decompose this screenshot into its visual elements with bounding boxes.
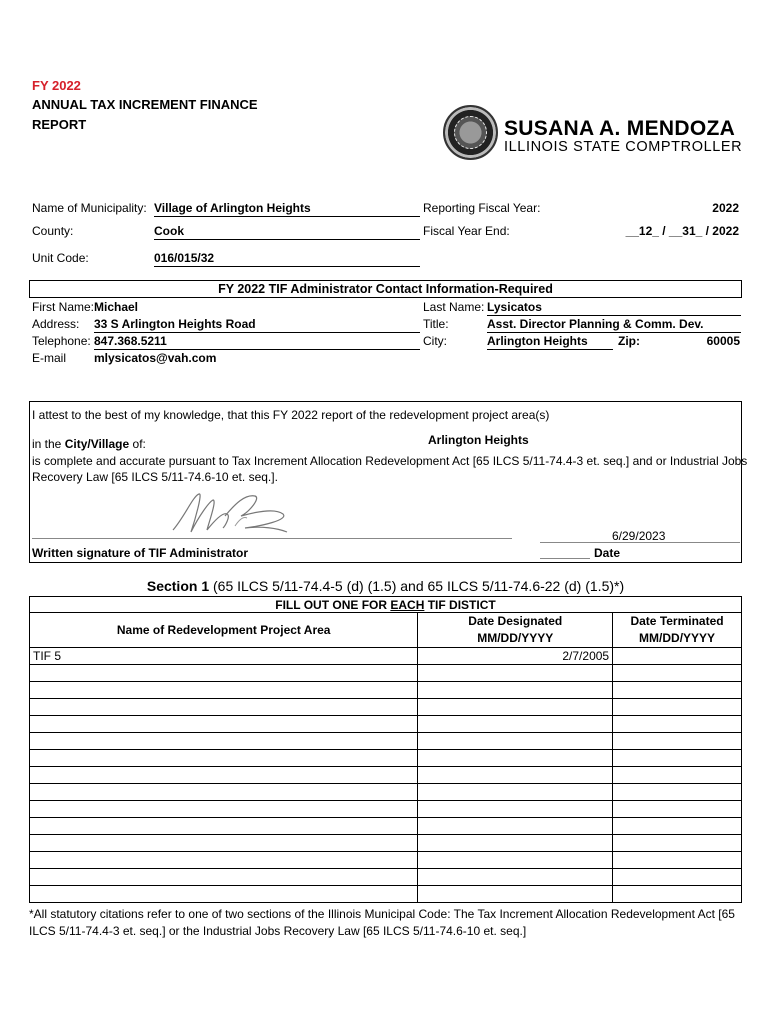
first-name-value[interactable]: Michael bbox=[94, 300, 139, 314]
row-designated-cell[interactable] bbox=[418, 750, 613, 767]
row-designated-cell[interactable] bbox=[418, 716, 613, 733]
row-terminated-cell[interactable] bbox=[613, 648, 742, 665]
row-designated-cell[interactable] bbox=[418, 767, 613, 784]
row-name-cell[interactable] bbox=[30, 852, 418, 869]
col-header-name: Name of Redevelopment Project Area bbox=[30, 613, 418, 648]
attest-city-value[interactable]: Arlington Heights bbox=[428, 433, 529, 447]
telephone-value[interactable]: 847.368.5211 bbox=[94, 334, 420, 350]
city-label: City: bbox=[423, 334, 447, 348]
row-terminated-cell[interactable] bbox=[613, 665, 742, 682]
row-terminated-cell[interactable] bbox=[613, 818, 742, 835]
row-terminated-cell[interactable] bbox=[613, 682, 742, 699]
row-designated-cell[interactable] bbox=[418, 699, 613, 716]
report-title-line1: ANNUAL TAX INCREMENT FINANCE bbox=[32, 97, 258, 112]
row-name-cell[interactable] bbox=[30, 767, 418, 784]
fiscal-year-title: FY 2022 bbox=[32, 78, 81, 93]
table-row bbox=[30, 716, 742, 733]
row-name-cell[interactable] bbox=[30, 665, 418, 682]
address-label: Address: bbox=[32, 317, 80, 331]
row-name-cell[interactable] bbox=[30, 716, 418, 733]
table-row bbox=[30, 818, 742, 835]
table-row bbox=[30, 665, 742, 682]
row-terminated-cell[interactable] bbox=[613, 869, 742, 886]
row-terminated-cell[interactable] bbox=[613, 716, 742, 733]
row-name-cell[interactable] bbox=[30, 682, 418, 699]
row-designated-cell[interactable] bbox=[418, 835, 613, 852]
row-name-cell[interactable] bbox=[30, 733, 418, 750]
section1-title: Section 1 (65 ILCS 5/11-74.4-5 (d) (1.5) and 65 ILCS 5/11-74.6-22 (d) (1.5)*) bbox=[146, 578, 625, 594]
signature-label: Written signature of TIF Administrator bbox=[32, 546, 249, 560]
fill-out-instruction: FILL OUT ONE FOR EACH TIF DISTICT bbox=[29, 596, 742, 612]
fiscal-year-value[interactable]: 2022 bbox=[712, 201, 739, 215]
fiscal-year-end-label: Fiscal Year End: bbox=[423, 224, 510, 238]
row-designated-cell[interactable]: 2/7/2005 bbox=[418, 648, 613, 665]
col-header-designated: Date Designated MM/DD/YYYY bbox=[418, 613, 613, 648]
signature-line bbox=[32, 538, 512, 539]
row-name-cell[interactable] bbox=[30, 869, 418, 886]
row-name-cell[interactable] bbox=[30, 699, 418, 716]
row-designated-cell[interactable] bbox=[418, 665, 613, 682]
title-label: Title: bbox=[423, 317, 449, 331]
county-label: County: bbox=[32, 224, 74, 238]
last-name-value[interactable]: Lysicatos bbox=[487, 300, 741, 316]
comptroller-name: SUSANA A. MENDOZA bbox=[504, 117, 736, 140]
row-terminated-cell[interactable] bbox=[613, 767, 742, 784]
fiscal-year-label: Reporting Fiscal Year: bbox=[423, 201, 541, 215]
municipality-label: Name of Municipality: bbox=[32, 201, 147, 215]
table-row bbox=[30, 699, 742, 716]
attest-line2: in the City/Village of: bbox=[32, 437, 146, 451]
row-terminated-cell[interactable] bbox=[613, 750, 742, 767]
row-designated-cell[interactable] bbox=[418, 886, 613, 903]
unit-code-value[interactable]: 016/015/32 bbox=[154, 251, 420, 267]
unit-code-label: Unit Code: bbox=[32, 251, 89, 265]
table-row bbox=[30, 682, 742, 699]
zip-label: Zip: bbox=[618, 334, 640, 348]
state-seal-logo bbox=[443, 105, 498, 160]
table-row bbox=[30, 835, 742, 852]
row-designated-cell[interactable] bbox=[418, 818, 613, 835]
row-designated-cell[interactable] bbox=[418, 801, 613, 818]
table-row bbox=[30, 767, 742, 784]
row-name-cell[interactable]: TIF 5 bbox=[30, 648, 418, 665]
municipality-value[interactable]: Village of Arlington Heights bbox=[154, 201, 420, 217]
email-label: E-mail bbox=[32, 351, 67, 365]
table-row bbox=[30, 733, 742, 750]
row-name-cell[interactable] bbox=[30, 784, 418, 801]
table-row bbox=[30, 784, 742, 801]
tif-district-table bbox=[29, 612, 742, 903]
row-designated-cell[interactable] bbox=[418, 784, 613, 801]
row-designated-cell[interactable] bbox=[418, 852, 613, 869]
row-terminated-cell[interactable] bbox=[613, 733, 742, 750]
date-label-line bbox=[540, 546, 590, 559]
address-value[interactable]: 33 S Arlington Heights Road bbox=[94, 317, 420, 333]
attest-line3: is complete and accurate pursuant to Tax Increment Allocation Redevelopment Act [65 ILCS 5/11-74.4-3 et. seq.] and or Industrial Jobs bbox=[32, 454, 748, 468]
row-designated-cell[interactable] bbox=[418, 733, 613, 750]
table-row bbox=[30, 801, 742, 818]
county-value[interactable]: Cook bbox=[154, 224, 420, 240]
date-value[interactable]: 6/29/2023 bbox=[612, 529, 666, 543]
attest-line1: I attest to the best of my knowledge, that this FY 2022 report of the redevelopment project area(s) bbox=[32, 408, 550, 422]
city-value[interactable]: Arlington Heights bbox=[487, 334, 613, 350]
table-row bbox=[30, 869, 742, 886]
date-label: Date bbox=[594, 546, 621, 560]
row-terminated-cell[interactable] bbox=[613, 801, 742, 818]
attest-line4: Recovery Law [65 ILCS 5/11-74.6-10 et. seq.]. bbox=[32, 470, 278, 484]
row-name-cell[interactable] bbox=[30, 818, 418, 835]
table-header-row bbox=[30, 613, 742, 648]
fiscal-year-end-value[interactable]: __12_ / __31_ / 2022 bbox=[625, 224, 739, 238]
row-terminated-cell[interactable] bbox=[613, 852, 742, 869]
row-terminated-cell[interactable] bbox=[613, 784, 742, 801]
email-value[interactable]: mlysicatos@vah.com bbox=[94, 351, 217, 365]
table-row bbox=[30, 648, 742, 665]
telephone-label: Telephone: bbox=[32, 334, 91, 348]
row-terminated-cell[interactable] bbox=[613, 835, 742, 852]
last-name-label: Last Name: bbox=[423, 300, 485, 314]
row-name-cell[interactable] bbox=[30, 801, 418, 818]
zip-value[interactable]: 60005 bbox=[706, 334, 740, 348]
row-designated-cell[interactable] bbox=[418, 869, 613, 886]
col-header-terminated: Date Terminated MM/DD/YYYY bbox=[613, 613, 742, 648]
row-terminated-cell[interactable] bbox=[613, 699, 742, 716]
row-designated-cell[interactable] bbox=[418, 682, 613, 699]
contact-heading: FY 2022 TIF Administrator Contact Information-Required bbox=[218, 282, 553, 296]
first-name-label: First Name: bbox=[32, 300, 95, 314]
report-title-line2: REPORT bbox=[32, 117, 87, 132]
table-row bbox=[30, 852, 742, 869]
comptroller-title: ILLINOIS STATE COMPTROLLER bbox=[504, 139, 743, 155]
row-name-cell[interactable] bbox=[30, 750, 418, 767]
handwritten-signature bbox=[165, 486, 315, 538]
footnote: *All statutory citations refer to one of two sections of the Illinois Municipal Code: The Tax Increment Allocation Redevelopment Act [65 ILCS 5/11-74.4-3 et. seq.] or the Industrial Jobs Recovery Law [65 ILCS 5/11-74.6-10 et. seq.] bbox=[29, 907, 735, 938]
table-row bbox=[30, 886, 742, 903]
row-name-cell[interactable] bbox=[30, 886, 418, 903]
row-terminated-cell[interactable] bbox=[613, 886, 742, 903]
title-value[interactable]: Asst. Director Planning & Comm. Dev. bbox=[487, 317, 741, 333]
row-name-cell[interactable] bbox=[30, 835, 418, 852]
table-row bbox=[30, 750, 742, 767]
